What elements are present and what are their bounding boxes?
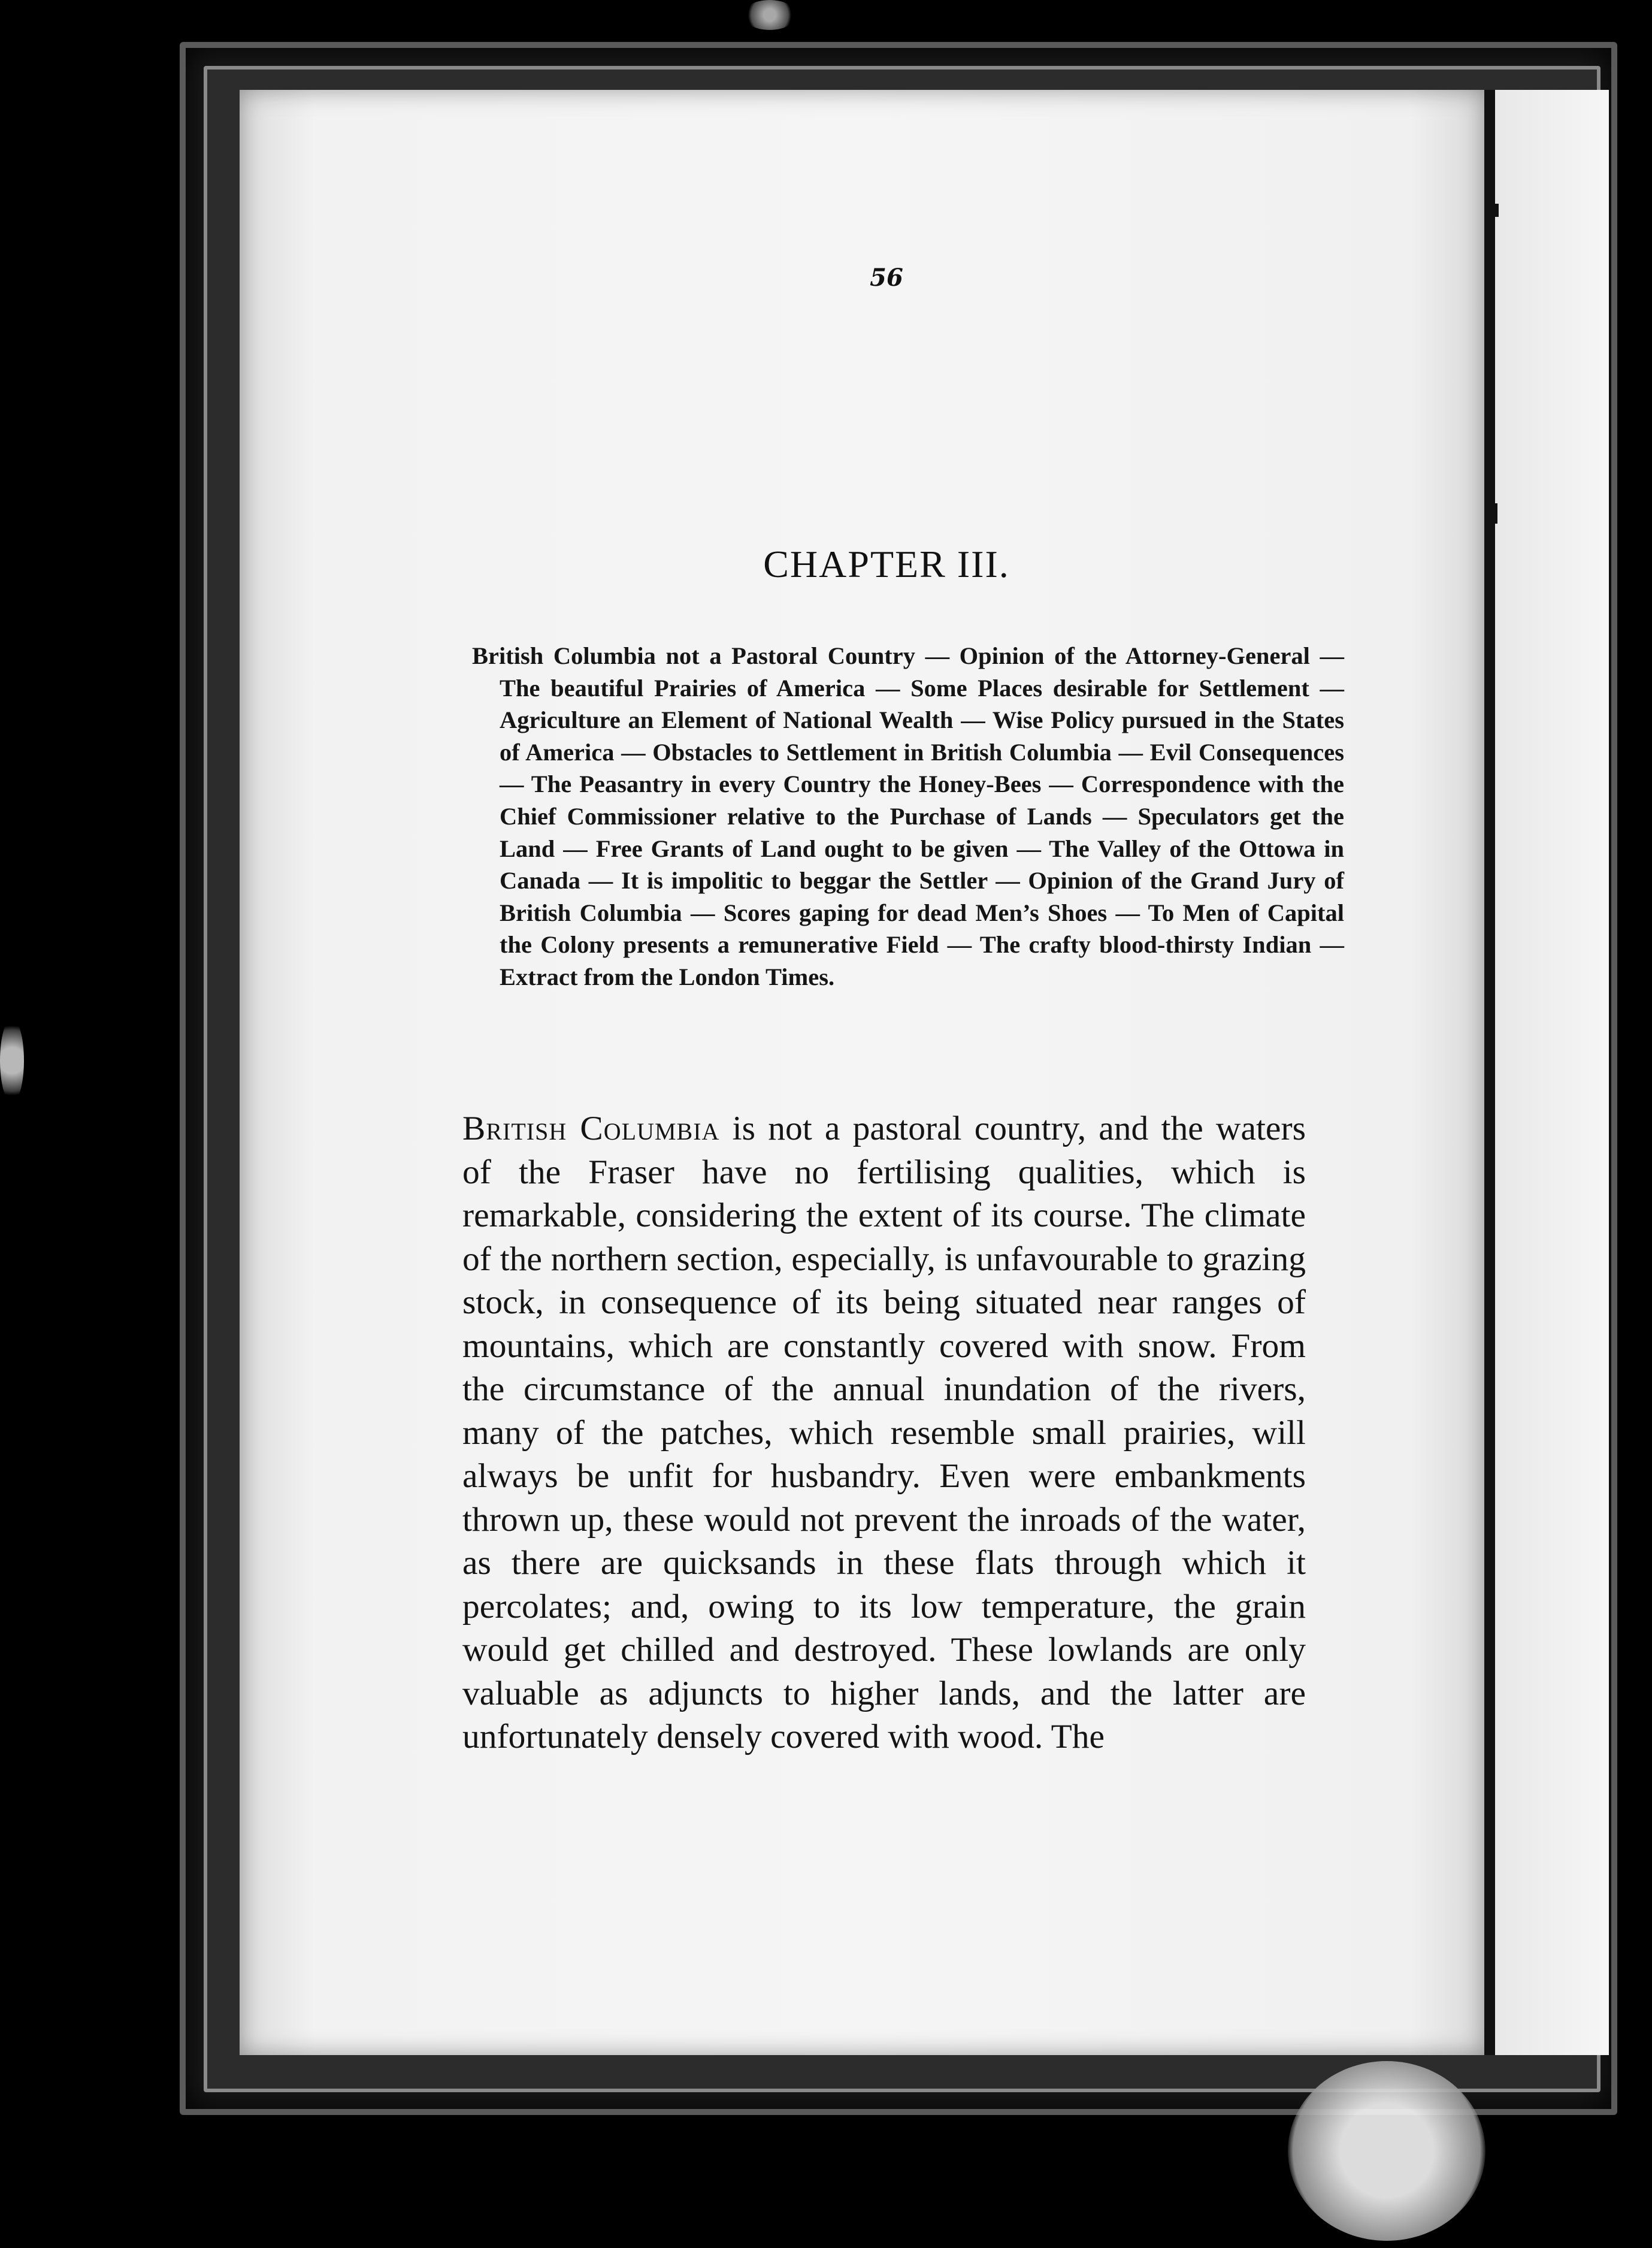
chapter-title: CHAPTER III. bbox=[763, 543, 1010, 585]
scan-blemish-left bbox=[0, 1019, 24, 1102]
page-number: 56 bbox=[870, 264, 903, 292]
facing-page-edge bbox=[1495, 90, 1609, 2055]
margin-mark-top bbox=[1490, 204, 1499, 217]
page-paper bbox=[240, 90, 1485, 2055]
body-lead-smallcaps: British Columbia bbox=[462, 1110, 720, 1147]
body-paragraph-text: is not a pastoral country, and the waters of the Fraser have no fertilising qualities, which is remarkable, considering the extent of its course. The climate of the northern section, especially, is unfavourable to grazing stock, in consequence of its being situated near ranges of mountains, which are constantly covered with snow. From the circumstance of the annual inundation of the rivers, many of the patches, which resemble small prairies, will always be unfit for husbandry. Even were embankments thrown up, these would not prevent the inroads of the water, as there are quicksands in these flats through which it percolates; and, owing to its low temperature, the grain would get chilled and destroyed. These lowlands are only valuable as adjuncts to higher lands, and the latter are unfortunately densely covered with wood. The bbox=[462, 1110, 1306, 1756]
scan-blemish-top bbox=[743, 0, 797, 30]
body-paragraph bbox=[462, 1107, 1306, 1759]
facing-page-gutter bbox=[1484, 90, 1495, 2055]
margin-mark-middle bbox=[1488, 503, 1497, 524]
scan-blemish-bottom bbox=[1288, 2061, 1485, 2241]
chapter-summary: British Columbia not a Pastoral Country — Opinion of the Attorney-General — The beautiful Prairies of America — Some Places desirable for Settlement — Agriculture an Element of National Wealth — Wise Policy pursued in the States of America — Obstacles to Settlement in British Columbia — Evil Consequences — The Peasantry in every Country the Honey-Bees — Correspondence with the Chief Commissioner relative to the Purchase of Lands — Speculators get the Land — Free Grants of Land ought to be given — The Valley of the Ottowa in Canada — It is impolitic to beggar the Settler — Opinion of the Grand Jury of British Columbia — Scores gaping for dead Men’s Shoes — To Men of Capital the Colony presents a remunerative Field — The crafty blood-thirsty Indian — Extract from the London Times. bbox=[472, 642, 1344, 990]
